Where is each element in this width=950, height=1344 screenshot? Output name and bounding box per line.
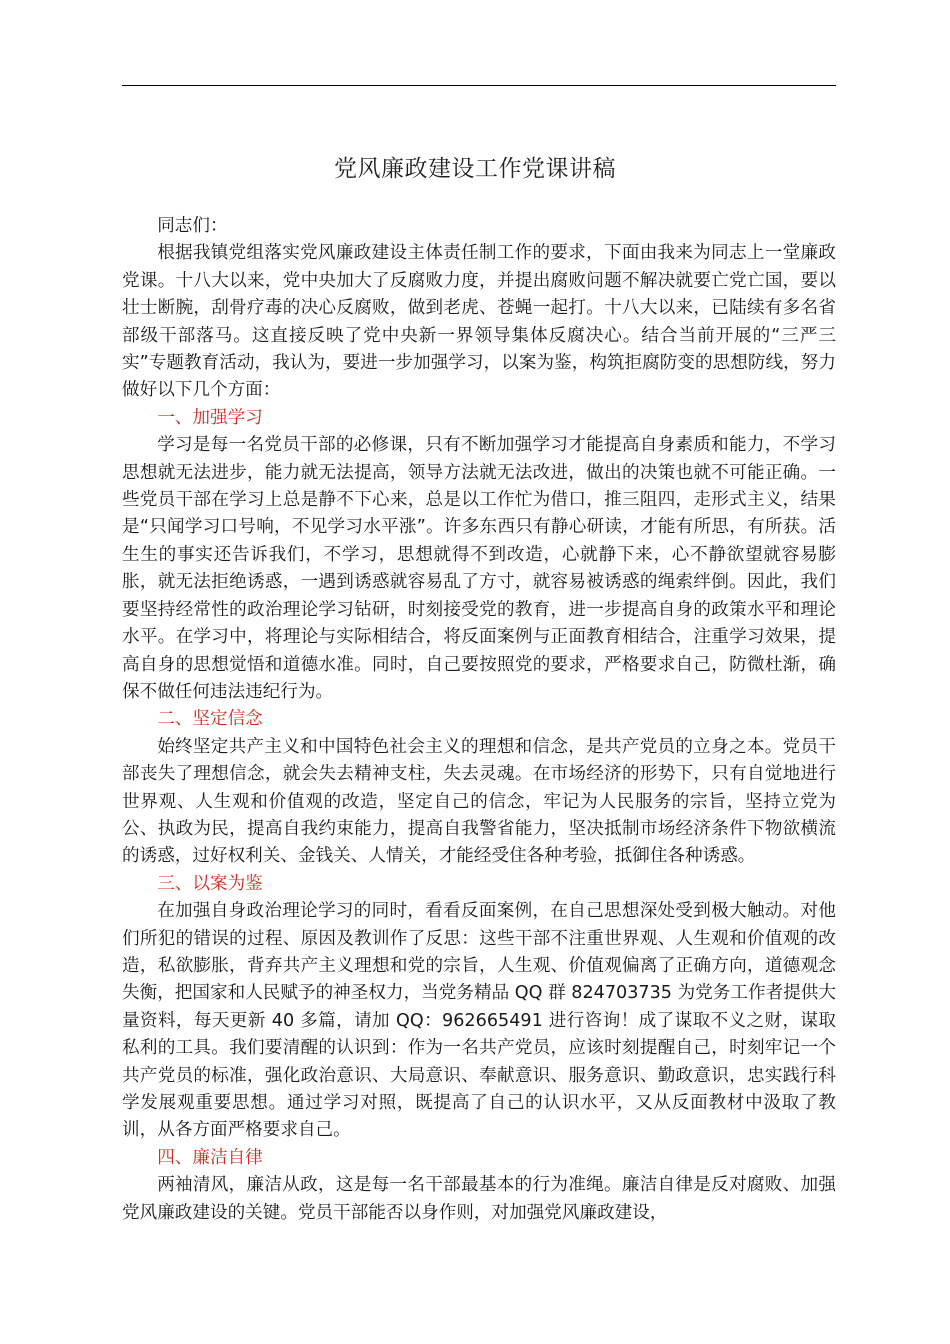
section-heading-study: 一、加强学习	[157, 407, 263, 428]
section-paragraph-study: 学习是每一名党员干部的必修课，只有不断加强学习才能提高自身素质和能力，不学习思想就无法进步，能力就无法提高，领导方法就无法改进，做出的决策也就不可能正确。一些党员干部在学习上总是静不下心来，总是以工作忙为借口，推三阻四，走形式主义，结果是“只闻学习口号响，不见学习水平涨”。许多东西只有静心研读，才能有所思，有所获。活生生的事实还告诉我们，不学习，思想就得不到改造，心就静下来，心不静欲望就容易膨胀，就无法拒绝诱惑，一遇到诱惑就容易乱了方寸，就容易被诱惑的绳索绊倒。因此，我们要坚持经常性的政治理论学习钻研，时刻接受党的教育，进一步提高自身的政策水平和理论水平。在学习中，将理论与实际相结合，将反面案例与正面教育相结合，注重学习效果，提高自身的思想觉悟和道德水准。同时，自己要按照党的要求，严格要求自己，防微杜渐，确保不做任何违法违纪行为。	[122, 435, 836, 702]
section-heading-belief: 二、坚定信念	[157, 709, 263, 730]
section-paragraph-cases: 在加强自身政治理论学习的同时，看看反面案例，在自己思想深处受到极大触动。对他们所犯的错误的过程、原因及教训作了反思：这些干部不注重世界观、人生观和价值观的改造，私欲膨胀，背弃共产主义理想和党的宗旨，人生观、价值观偏离了正确方向，道德观念失衡，把国家和人民赋予的神圣权力，当党务精品 QQ 群 824703735 为党务工作者提供大量资料，每天更新 40 多篇，请加 QQ：962665491 进行咨询！成了谋取不义之财，谋取私利的工具。我们要清醒的认识到：作为一名共产党员，应该时刻提醒自己，时刻牢记一个共产党员的标准，强化政治意识、大局意识、奉献意识、服务意识、勤政意识，忠实践行科学发展观重要思想。通过学习对照，既提高了自己的认识水平，又从反面教材中汲取了教训，从各方面严格要求自己。	[122, 901, 836, 1141]
salutation: 同志们：	[157, 216, 228, 236]
section-heading-integrity: 四、廉洁自律	[157, 1147, 263, 1168]
section-heading-cases: 三、以案为鉴	[157, 873, 263, 894]
section-paragraph-integrity: 两袖清风，廉洁从政，这是每一名干部最基本的行为准绳。廉洁自律是反对腐败、加强党风廉政建设的关键。党员干部能否以身作则，对加强党风廉政建设，	[122, 1175, 836, 1223]
section-paragraph-belief: 始终坚定共产主义和中国特色社会主义的理想和信念，是共产党员的立身之本。党员干部丧失了理想信念，就会失去精神支柱，失去灵魂。在市场经济的形势下，只有自觉地进行世界观、人生观和价值观的改造，坚定自己的信念，牢记为人民服务的宗旨，坚持立党为公、执政为民，提高自我约束能力，提高自我警省能力，坚决抵制市场经济条件下物欲横流的诱惑，过好权利关、金钱关、人情关，才能经受住各种考验，抵御住各种诱惑。	[122, 736, 836, 867]
header-rule	[122, 85, 836, 86]
intro-paragraph: 根据我镇党组落实党风廉政建设主体责任制工作的要求，下面由我来为同志上一堂廉政党课。十八大以来，党中央加大了反腐败力度，并提出腐败问题不解决就要亡党亡国，要以壮士断腕，刮骨疗毒的决心反腐败，做到老虎、苍蝇一起打。十八大以来，已陆续有多名省部级干部落马。这直接反映了党中央新一界领导集体反腐决心。结合当前开展的“三严三实”专题教育活动，我认为，要进一步加强学习，以案为鉴，构筑拒腐防变的思想防线，努力做好以下几个方面：	[122, 243, 836, 401]
document-body	[122, 213, 836, 1227]
document-title: 党风廉政建设工作党课讲稿	[334, 156, 616, 182]
